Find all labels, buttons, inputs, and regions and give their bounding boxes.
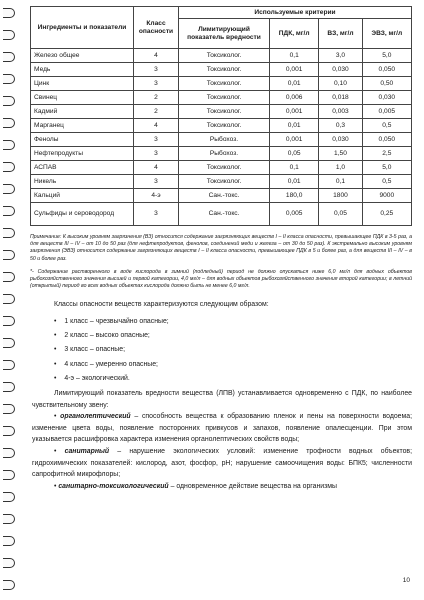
binder-ring [3,272,15,282]
cell-pdk: 180,0 [270,189,319,203]
cell-cls: 3 [134,133,179,147]
cell-vz: 0,10 [319,77,362,91]
cell-vz: 0,1 [319,175,362,189]
binder-ring [3,250,15,260]
cell-pdk: 0,01 [270,77,319,91]
binder-ring [3,96,15,106]
cell-evz: 0,5 [362,119,411,133]
cell-vz: 0,030 [319,63,362,77]
binder-ring [3,52,15,62]
binder-ring [3,118,15,128]
header-pdk: ПДК, мг/л [270,19,319,49]
cell-lpv: Рыбохоз. [179,147,270,161]
binder-ring [3,426,15,436]
cell-cls: 4 [134,49,179,63]
cell-name: Медь [31,63,134,77]
cell-vz: 0,05 [319,203,362,226]
binder-ring [3,338,15,348]
organoleptic-paragraph: • органолептический – способность вещества к образованию пленок и пены на поверхности водоема; изменение цвета воды, появление посторонних привкусов и запахов, появление опалесценции. При этом указывается расшифровка характера изменения органолептических свойств воды; [32,413,412,444]
cell-cls: 3 [134,203,179,226]
cell-name: Железо общее [31,49,134,63]
table-row [31,49,412,63]
cell-evz: 0,030 [362,91,411,105]
table-row [31,133,412,147]
cell-lpv: Токсиколог. [179,119,270,133]
cell-lpv: Токсиколог. [179,49,270,63]
sanitary-paragraph: • санитарный – нарушение экологических условий: изменение трофности водных объектов; гидрохимических показателей: кислород, азот, фосфор, pH; нарушение самоочищения воды: БПК5; численности сапрофитной микрофлоры; [32,448,412,479]
cell-cls: 3 [134,77,179,91]
body-text [32,299,412,492]
binder-ring [3,206,15,216]
header-evz: ЭВЗ, мг/л [362,19,411,49]
cell-name: Нефтепродукты [31,147,134,161]
cell-lpv: Токсиколог. [179,175,270,189]
lpv-paragraph: Лимитирующий показатель вредности вещества (ЛПВ) устанавливается одновременно с ПДК, по наиболее чувствительному звену: [32,390,412,409]
table-row [31,119,412,133]
classes-intro: Классы опасности веществ характеризуются следующим образом: [54,301,269,309]
cell-name: Никель [31,175,134,189]
cell-pdk: 0,001 [270,133,319,147]
table-row [31,91,412,105]
cell-vz: 1,0 [319,161,362,175]
list-item: • 4 класс – умеренно опасные; [54,358,412,372]
cell-evz: 2,5 [362,147,411,161]
table-row [31,161,412,175]
binder-ring [3,492,15,502]
criteria-table [30,6,412,226]
cell-vz: 3,0 [319,49,362,63]
cell-cls: 3 [134,63,179,77]
table-row [31,63,412,77]
binder-ring [3,404,15,414]
cell-evz: 0,50 [362,77,411,91]
hazard-class-list [32,315,412,386]
organoleptic-text: – способность вещества к образованию пленок и пены на поверхности водоема; изменение цвета воды, появление посторонних привкусов и запахов, появление опалесценции. При этом указывается расшифровка характера изменения органолептических свойств воды; [32,413,412,444]
cell-pdk: 0,1 [270,161,319,175]
binder-ring [3,184,15,194]
binder-ring [3,382,15,392]
sanitary-toxicological-text: – одновременное действие вещества на организмы [168,482,337,490]
cell-evz: 0,050 [362,133,411,147]
cell-evz: 9000 [362,189,411,203]
binder-ring [3,360,15,370]
page-number: 10 [402,577,410,584]
binder-ring [3,294,15,304]
cell-cls: 3 [134,147,179,161]
binder-ring [3,536,15,546]
sanitary-toxicological-paragraph: • санитарно-токсикологический – одновременное действие вещества на организмы [54,482,337,490]
binder-ring [3,30,15,40]
cell-lpv: Токсиколог. [179,105,270,119]
table-row [31,147,412,161]
cell-cls: 2 [134,105,179,119]
cell-evz: 5,0 [362,49,411,63]
sanitary-toxicological-term: санитарно-токсикологический [58,482,169,490]
document-page [24,6,416,492]
header-vz: ВЗ, мг/л [319,19,362,49]
cell-pdk: 0,01 [270,175,319,189]
list-item: • 1 класс – чрезвычайно опасные; [54,315,412,329]
cell-lpv: Токсиколог. [179,63,270,77]
cell-lpv: Сан.-токс. [179,203,270,226]
cell-lpv: Токсиколог. [179,91,270,105]
sanitary-term: санитарный [64,448,110,455]
list-item: • 3 класс – опасные; [54,343,412,357]
cell-name: Марганец [31,119,134,133]
cell-name: Цинк [31,77,134,91]
table-row [31,203,412,226]
cell-lpv: Токсиколог. [179,77,270,91]
cell-evz: 0,050 [362,63,411,77]
binder-ring [3,558,15,568]
cell-pdk: 0,001 [270,63,319,77]
cell-cls: 4 [134,161,179,175]
cell-name: Кадмий [31,105,134,119]
list-item: • 2 класс – высоко опасные; [54,329,412,343]
cell-lpv: Рыбохоз. [179,133,270,147]
note-oxygen: *- Содержание растворенного в воде кислорода в зимний (подледный) период не должно опускаться ниже 6,0 мг/л для водных объектов рыбохозяйственного значения высшей и первой категории, 4,0 мг/л – для водных объектов рыбохозяйственного значения второй категории; в летний (открытый) период во всех водных объектах кислорода должно быть не менее 6,0 мг/л. [30,268,412,290]
cell-vz: 0,3 [319,119,362,133]
cell-cls: 3 [134,175,179,189]
header-ingredient: Ингредиенты и показатели [31,7,134,49]
binder-ring [3,74,15,84]
table-row [31,77,412,91]
cell-vz: 1,50 [319,147,362,161]
cell-pdk: 0,1 [270,49,319,63]
cell-evz: 0,25 [362,203,411,226]
list-item: • 4-э – экологический. [54,372,412,386]
cell-vz: 0,018 [319,91,362,105]
cell-evz: 5,0 [362,161,411,175]
organoleptic-term: органолептический [60,413,131,421]
header-class: Класс опасности [134,7,179,49]
binder-ring [3,514,15,524]
cell-cls: 4-э [134,189,179,203]
note-pollution-levels: Примечание: К высоким уровням загрязнения (ВЗ) относится содержание загрязняющих веществ I – II класса опасности, превышающее ПДК в 3-5 раз, а для веществ III – IV – от 10 до 50 раз (для нефтепродуктов, фенолов, соединений меди и железа – от 30 до 50 раз). К экстремально высоким уровням загрязнения (ЭВЗ) относится содержание загрязняющих веществ I – II класса опасности, превышающее ПДК в 5 и более раз, а для веществ III – IV – в 50 и более раз. [30,234,412,262]
header-lpv: Лимитирующий показатель вредности [179,19,270,49]
cell-evz: 0,005 [362,105,411,119]
table-row [31,189,412,203]
cell-lpv: Токсиколог. [179,161,270,175]
binder-ring [3,140,15,150]
sanitary-text: – нарушение экологических условий: изменение трофности водных объектов; гидрохимических показателей: кислород, азот, фосфор, pH; нарушение самоочищения воды: БПК5; численности сапрофитной микрофлоры; [32,448,412,479]
binder-ring [3,580,15,590]
cell-cls: 2 [134,91,179,105]
cell-pdk: 0,05 [270,147,319,161]
table-row [31,175,412,189]
cell-name: Свинец [31,91,134,105]
binder-ring [3,228,15,238]
cell-vz: 0,030 [319,133,362,147]
binder-ring [3,448,15,458]
cell-lpv: Сан.-токс. [179,189,270,203]
cell-evz: 0,5 [362,175,411,189]
binder-rings [0,0,22,600]
table-row [31,105,412,119]
cell-vz: 1800 [319,189,362,203]
binder-ring [3,162,15,172]
header-criteria: Используемые критерии [179,7,412,19]
cell-cls: 4 [134,119,179,133]
cell-name: АСПАВ [31,161,134,175]
cell-name: Сульфиды и сероводород [31,203,134,226]
cell-pdk: 0,006 [270,91,319,105]
cell-vz: 0,003 [319,105,362,119]
cell-name: Фенолы [31,133,134,147]
cell-name: Кальций [31,189,134,203]
cell-pdk: 0,01 [270,119,319,133]
binder-ring [3,470,15,480]
binder-ring [3,316,15,326]
binder-ring [3,8,15,18]
cell-pdk: 0,001 [270,105,319,119]
cell-pdk: 0,005 [270,203,319,226]
